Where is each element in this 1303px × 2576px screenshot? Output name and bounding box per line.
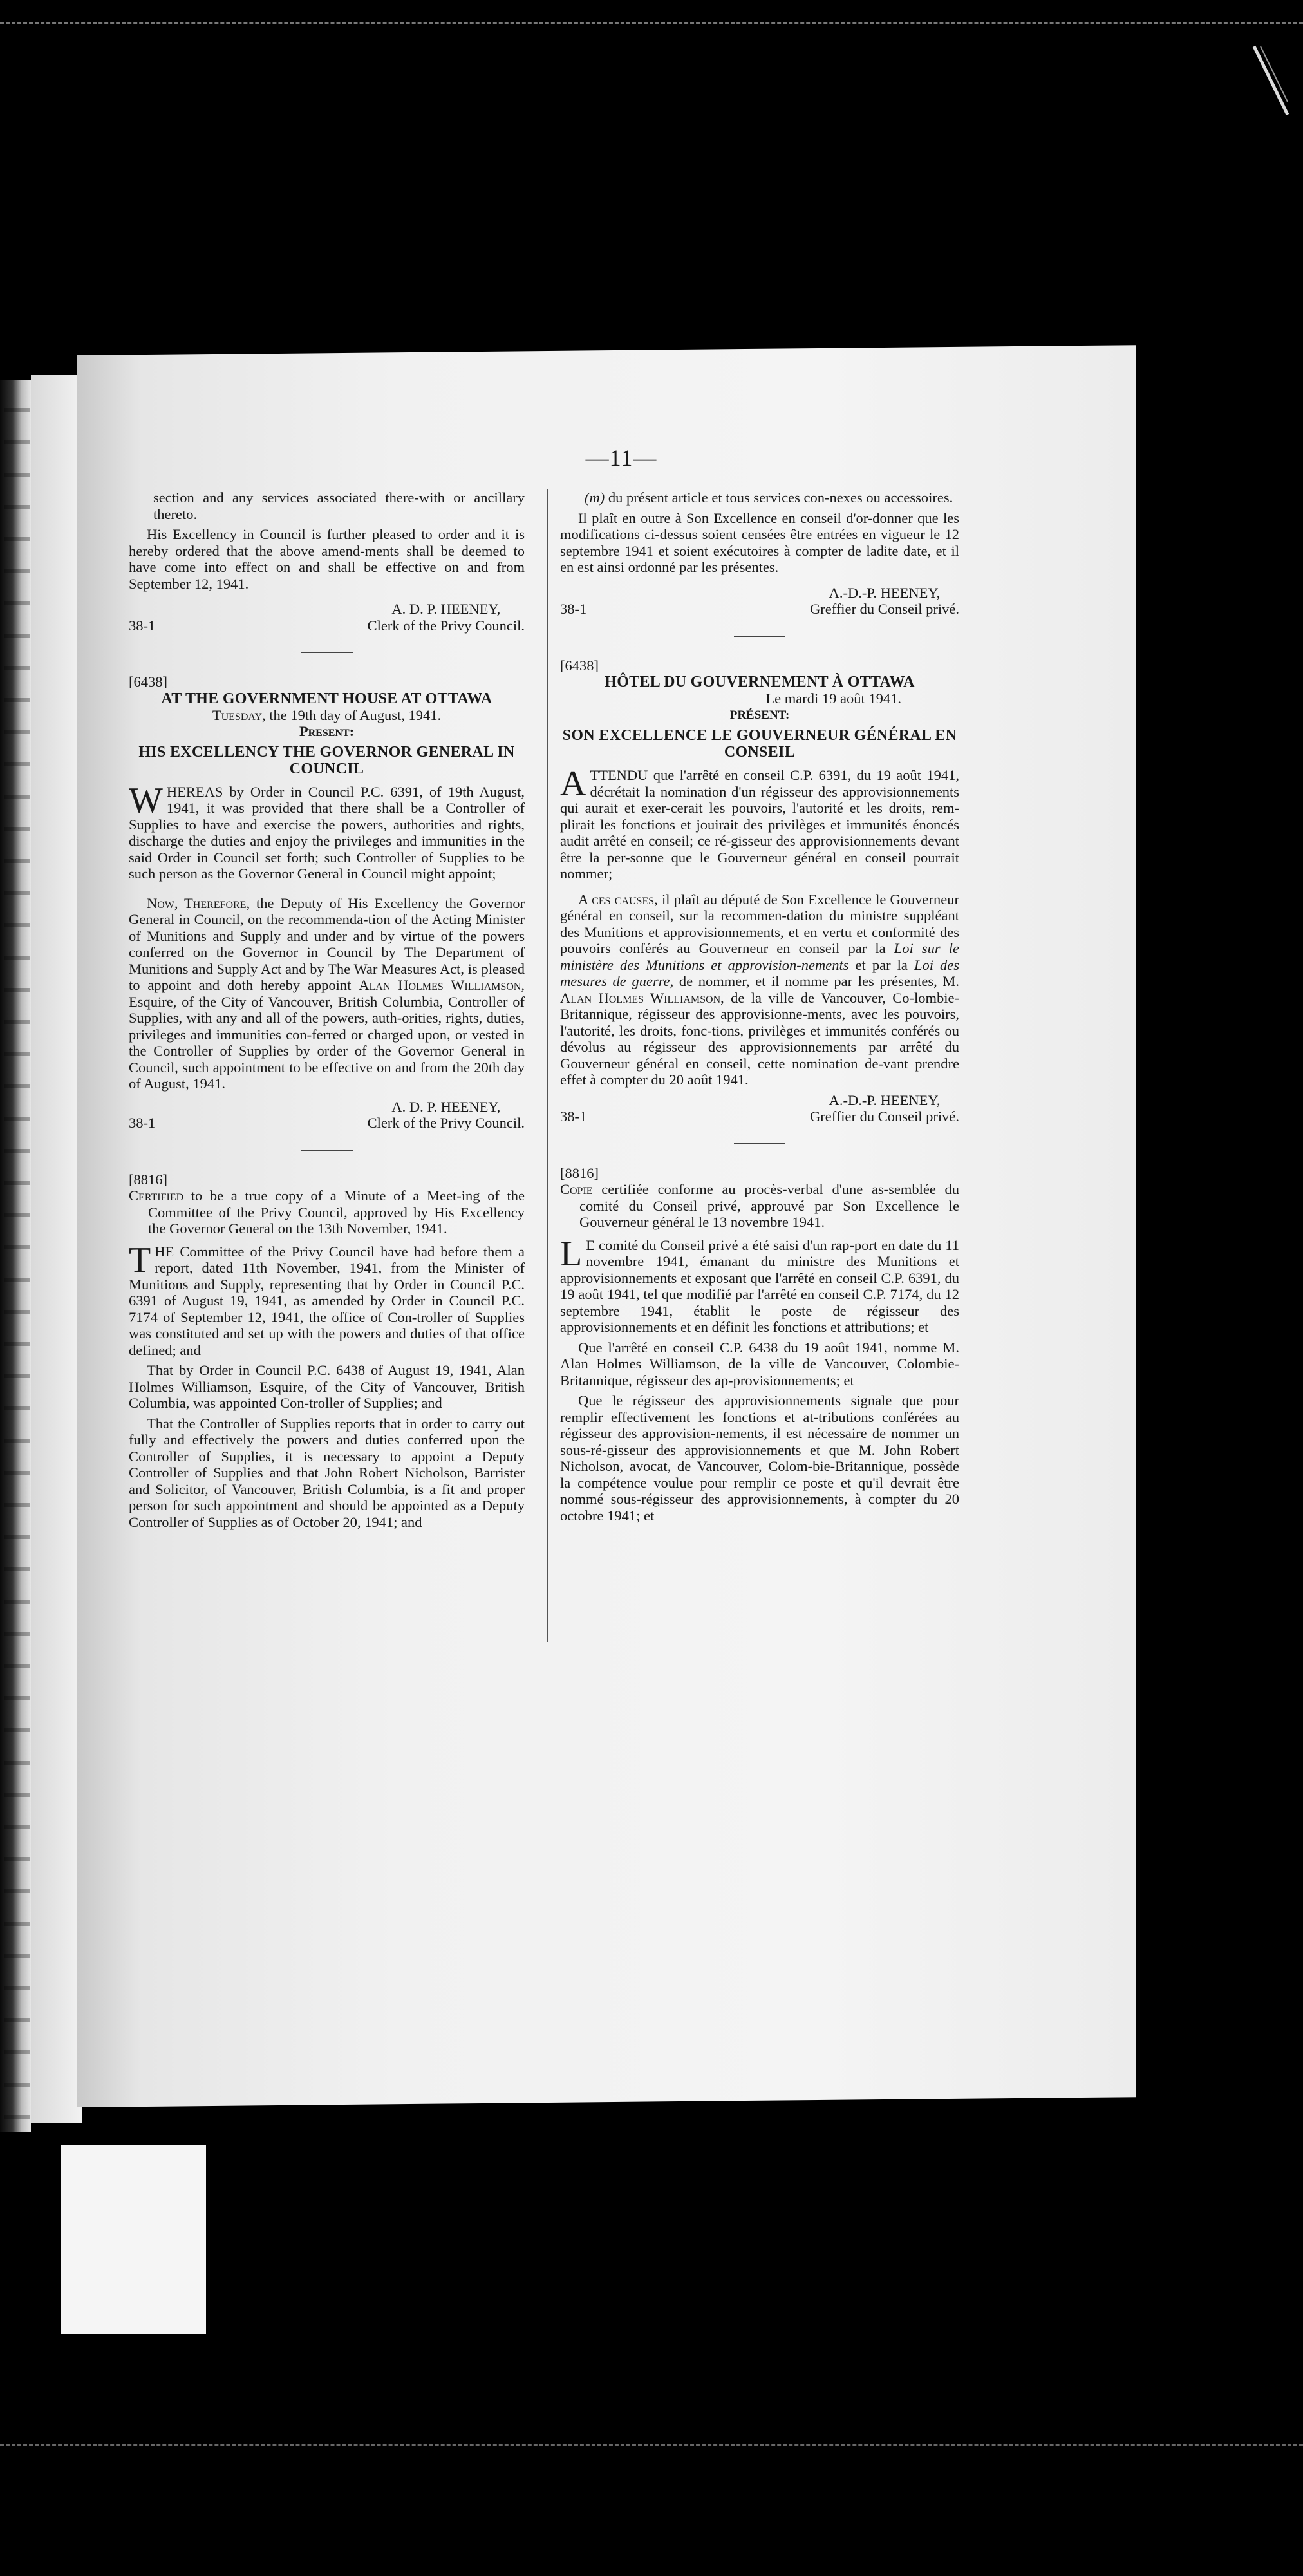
appointment-paragraph: That by Order in Council P.C. 6438 of August 19, 1941, Alan Holmes Williamson, Esquire, of the City of Vancouver, British Columbia, was appointed Con-troller of Supplies; and xyxy=(129,1362,525,1411)
certified-paragraph: Certified to be a true copy of a Minute of a Meet-ing of the Committee of the Privy Council, approved by His Excellency the Governor General on the 13th November, 1941. xyxy=(129,1188,525,1236)
excellency-heading: HIS EXCELLENCY THE GOVERNOR GENERAL IN COUNCIL xyxy=(138,743,515,777)
amendment-paragraph: Il plaît en outre à Son Excellence en conseil d'or-donner que les modifications ci-dessus soient censées être entrées en vigueur le 12 septembre 1941 et soient exécutoires à compter de ladite date, et il en est ainsi ordonné par les présentes. xyxy=(560,509,959,575)
reference-code: 38-1 xyxy=(129,1115,156,1131)
signature-block xyxy=(129,1099,525,1132)
signer-name: A.-D.-P. HEENEY, xyxy=(829,584,941,601)
film-perforation-bottom xyxy=(0,2444,1303,2447)
order-number: [8816] xyxy=(560,1164,599,1181)
signature-block xyxy=(129,601,525,634)
signer-title: Greffier du Conseil privé. xyxy=(809,1108,959,1124)
attendu-paragraph: ATTENDU que l'arrêté en conseil C.P. 6391, du 19 août 1941, décrétait la nomination d'un régisseur des approvisionnements qui aurait et exer-cerait les pouvoirs, l'autorité et les droits, rem-plirait les fonctions et jouirait des privilèges et immunités énoncés audit arrêté en conseil; ce ré-gisseur des approvisionnements devant être la per-sonne que le Gouverneur général en conseil pourrait nommer; xyxy=(560,764,959,882)
reference-code: 38-1 xyxy=(129,617,156,634)
drop-cap: W xyxy=(129,780,163,820)
nomination-paragraph: Que l'arrêté en conseil C.P. 6438 du 19 août 1941, nomme M. Alan Holmes Williamson, de la ville de Vancouver, Colombie-Britannique, régisseur des ap-provisionnements; et xyxy=(560,1339,959,1388)
present-label: Present: xyxy=(299,723,355,739)
amendment-paragraph: His Excellency in Council is further pleased to order and it is hereby ordered that the above amend-ments shall be deemed to have come into effect on and shall be effective on and from September 12, 1941. xyxy=(129,526,525,592)
place-heading: HÔTEL DU GOUVERNEMENT À OTTAWA xyxy=(605,674,915,690)
drop-cap: T xyxy=(129,1240,151,1280)
therefore-paragraph: Now, Therefore, the Deputy of His Excellency the Governor General in Council, on the recommenda-tion of the Acting Minister of Munitions and Supply and under and by virtue of the powers conferred on the Governor in Council by The Department of Munitions and Supply Act and by The War Measures Act, is pleased to appoint and doth hereby appoint Alan Holmes Williamson, Esquire, of the City of Vancouver, British Columbia, Controller of Supplies, with any and all of the powers, auth-orities, rights, duties, privileges and immunities con-ferred or charged upon, or vested in the Controller of Supplies by order of the Governor General in Council, such appointment to be effective on and from the 20th day of August, 1941. xyxy=(129,895,525,1092)
signer-name: A. D. P. HEENEY, xyxy=(391,601,501,617)
film-perforation-top xyxy=(0,22,1303,25)
section-rule xyxy=(301,652,353,653)
excellency-heading: SON EXCELLENCE LE GOUVERNEUR GÉNÉRAL EN CONSEIL xyxy=(562,727,957,761)
whereas-paragraph: WHEREAS by Order in Council P.C. 6391, of 19th August, 1941, it was provided that there shall be a Controller of Supplies to have and exercise the powers, authorities and rights, discharge the duties and enjoy the privileges and immunities in the said Order in Council set forth; such Controller of Supplies to be such person as the Governor General in Council might appoint; xyxy=(129,780,525,882)
signer-title: Clerk of the Privy Council. xyxy=(367,1115,525,1131)
deputy-paragraph: That the Controller of Supplies reports that in order to carry out fully and effectively the powers and duties conferred upon the Controller of Supplies, it is necessary to appoint a Deputy Controller of Supplies and that John Robert Nicholson, Barrister and Solicitor, of Vancouver, British Columbia, is a fit and proper person for such appointment and should be appointed as a Deputy Controller of Supplies as of October 20, 1941; and xyxy=(129,1415,525,1530)
order-number: [8816] xyxy=(129,1171,167,1188)
reference-code: 38-1 xyxy=(560,601,587,617)
order-number: [6438] xyxy=(560,657,599,674)
order-date: Le mardi 19 août 1941. xyxy=(765,690,901,706)
a-ces-causes-paragraph: A ces causes, il plaît au député de Son Excellence le Gouverneur général en conseil, sur la recommen-dation du ministre suppléant des Munitions et approvisionnements, et en vertu et conformité des pouvoirs conférés au Gouverneur en conseil par la Loi sur le ministère des Munitions et approvision-nements et par la Loi des mesures de guerre, de nommer, et il nomme par les présentes, M. Alan Holmes Williamson, de la ville de Vancouver, Co-lombie-Britannique, régisseur des approvisionne-ments, avec les pouvoirs, l'autorité, les droits, fonc-tions, privilèges et immunités conférés ou dévolus au régisseur des approvisionnements par arrêté du Gouverneur général en conseil, cette nomination de-vant prendre effet à compter du 20 août 1941. xyxy=(560,891,960,1088)
committee-paragraph: THE Committee of the Privy Council have had before them a report, dated 11th November, 1941, from the Minister of Munitions and Supply, representing that by Order in Council P.C. 6391 of August 19, 1941, as amended by Order in Council P.C. 7174 of September 12, 1941, the office of Con-troller of Supplies was constituted and set up with the powers and duties of that office defined; and xyxy=(129,1240,525,1358)
english-column xyxy=(129,489,525,1530)
column-divider xyxy=(547,489,548,1642)
adjacent-page-edge xyxy=(0,380,31,2132)
blank-label-card xyxy=(61,2145,206,2334)
french-column xyxy=(560,489,959,1524)
page-number: —11— xyxy=(585,445,657,471)
page-content xyxy=(129,444,1094,1642)
place-heading: AT THE GOVERNMENT HOUSE AT OTTAWA xyxy=(161,690,492,707)
section-rule xyxy=(734,1143,785,1144)
signer-name: A.-D.-P. HEENEY, xyxy=(829,1092,941,1108)
page-underlay xyxy=(31,375,82,2123)
order-date: Tuesday, the 19th day of August, 1941. xyxy=(212,706,442,723)
signer-name: A. D. P. HEENEY, xyxy=(391,1098,501,1115)
corner-mark-icon xyxy=(1251,45,1290,116)
continuation-text: (m) du présent article et tous services con-nexes ou accessoires. xyxy=(585,489,953,506)
continuation-text: section and any services associated there-with or ancillary thereto. xyxy=(153,489,525,522)
signature-block xyxy=(560,585,959,618)
signature-block xyxy=(560,1092,959,1125)
section-rule xyxy=(301,1150,353,1151)
drop-cap: A xyxy=(560,764,586,804)
section-rule xyxy=(734,636,785,637)
present-label: PRÉSENT: xyxy=(729,708,790,722)
drop-cap: L xyxy=(560,1233,583,1274)
signer-title: Greffier du Conseil privé. xyxy=(809,601,959,617)
reference-code: 38-1 xyxy=(560,1108,587,1124)
comite-paragraph: L E comité du Conseil privé a été saisi d'un rap-port en date du 11 novembre 1941, émanant du ministre des Munitions et approvisionnements et exposant que l'arrêté en conseil C.P. 6391, du 19 août 1941, tel que modifié par l'arrêté en conseil C.P. 7174, du 12 septembre 1941, établit le poste de régisseur des approvisionnements et en définit les fonctions et attributions; et xyxy=(560,1233,959,1335)
order-number: [6438] xyxy=(129,674,167,690)
copie-paragraph: Copie certifiée conforme au procès-verbal d'une as-semblée du comité du Conseil privé, approuvé par Son Excellence le Gouverneur général le 13 novembre 1941. xyxy=(560,1181,960,1230)
sous-regisseur-paragraph: Que le régisseur des approvisionnements signale que pour remplir effectivement les fonctions et at-tributions conférées au régisseur des approvision-nements, il est nécessaire de nommer un sous-ré-gisseur des approvisionnements et que M. John Robert Nicholson, avocat, de Vancouver, Colom-bie-Britannique, possède la compétence voulue pour remplir ce poste et qu'il devrait être nommé sous-régisseur des approvisionnements, à compter du 20 octobre 1941; et xyxy=(560,1392,959,1524)
signer-title: Clerk of the Privy Council. xyxy=(367,617,525,634)
